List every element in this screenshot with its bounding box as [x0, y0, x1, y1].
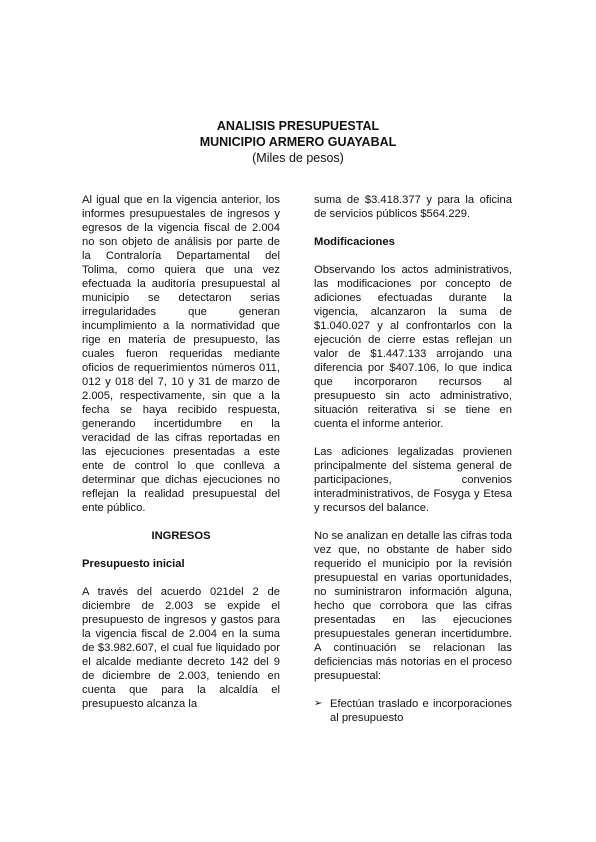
document-subtitle: (Miles de pesos) — [252, 151, 344, 165]
intro-paragraph: Al igual que en la vigencia anterior, los informes presupuestales de ingresos y egresos de la vigencia fiscal de 2.004 no son objeto de análisis por parte de la Contraloría Departamental del Tolima, como quiera que una vez efectuada la auditoría presupuestal al municipio se detectaron serias irregularidades que generan incumplimiento a la normatividad que rige en materia de presupuesto, las cuales fueron requeridas mediante oficios de requerimientos números 011, 012 y 018 del 7, 10 y 31 de marzo de 2.005, respectivamente, sin que a la fecha se haya recibido respuesta, generando incertidumbre en la veracidad de las cifras reportadas en las ejecuciones presentadas a este ente de control lo que conlleva a determinar que dichas ejecuciones no reflejan la realidad presupuestal del ente público. — [82, 194, 280, 514]
presupuesto-inicial-heading: Presupuesto inicial — [82, 558, 185, 570]
no-analizan-paragraph: No se analizan en detalle las cifras toda vez que, no obstante de haber sido requerido el municipio por la revisión presupuestal en varias oportunidades, no suministraron información alguna, hecho que corrobora que las cifras presentadas en las ejecuciones presupuestales generan incertidumbre. A continuación se relacionan las deficiencias más notorias en el proceso presupuestal: — [314, 530, 512, 682]
presupuesto-inicial-paragraph: A través del acuerdo 021del 2 de diciembre de 2.003 se expide el presupuesto de ingresos y gastos para la vigencia fiscal de 2.004 en la suma de $3.982.607, el cual fue liquidado por el alcalde mediante decreto 142 del 9 de diciembre de 2.003, teniendo en cuenta que para la alcaldía el presupuesto alcanza la — [82, 586, 280, 710]
document-title-line-1: ANALISIS PRESUPUESTAL — [216, 119, 380, 133]
document-title-line-2: MUNICIPIO ARMERO GUAYABAL — [199, 135, 397, 149]
deficiency-text: Efectúan traslado e incorporaciones al presupuesto — [330, 698, 512, 724]
continuation-paragraph: suma de $3.418.377 y para la oficina de servicios públicos $564.229. — [314, 194, 512, 220]
left-column — [82, 193, 280, 711]
ingresos-heading: INGRESOS — [151, 530, 211, 542]
modificaciones-paragraph: Observando los actos administrativos, las modificaciones por concepto de adiciones efectuadas durante la vigencia, alcanzaron la suma de $1.040.027 y al confrontarlos con la ejecución de cierre estas reflejan un valor de $1.447.133 arrojando una diferencia por $407.106, lo que indica que incorporaron recursos al presupuesto sin acto administrativo, situación reiterativa si se tiene en cuenta el informe anterior. — [314, 264, 512, 430]
modificaciones-heading: Modificaciones — [314, 236, 395, 248]
deficiency-list-item — [314, 697, 512, 725]
right-column — [314, 193, 512, 725]
adiciones-paragraph: Las adiciones legalizadas provienen principalmente del sistema general de participaciones, convenios interadministrativos, de Fosyga y Etesa y recursos del balance. — [314, 446, 512, 514]
arrow-bullet-icon: ➢ — [314, 698, 323, 709]
